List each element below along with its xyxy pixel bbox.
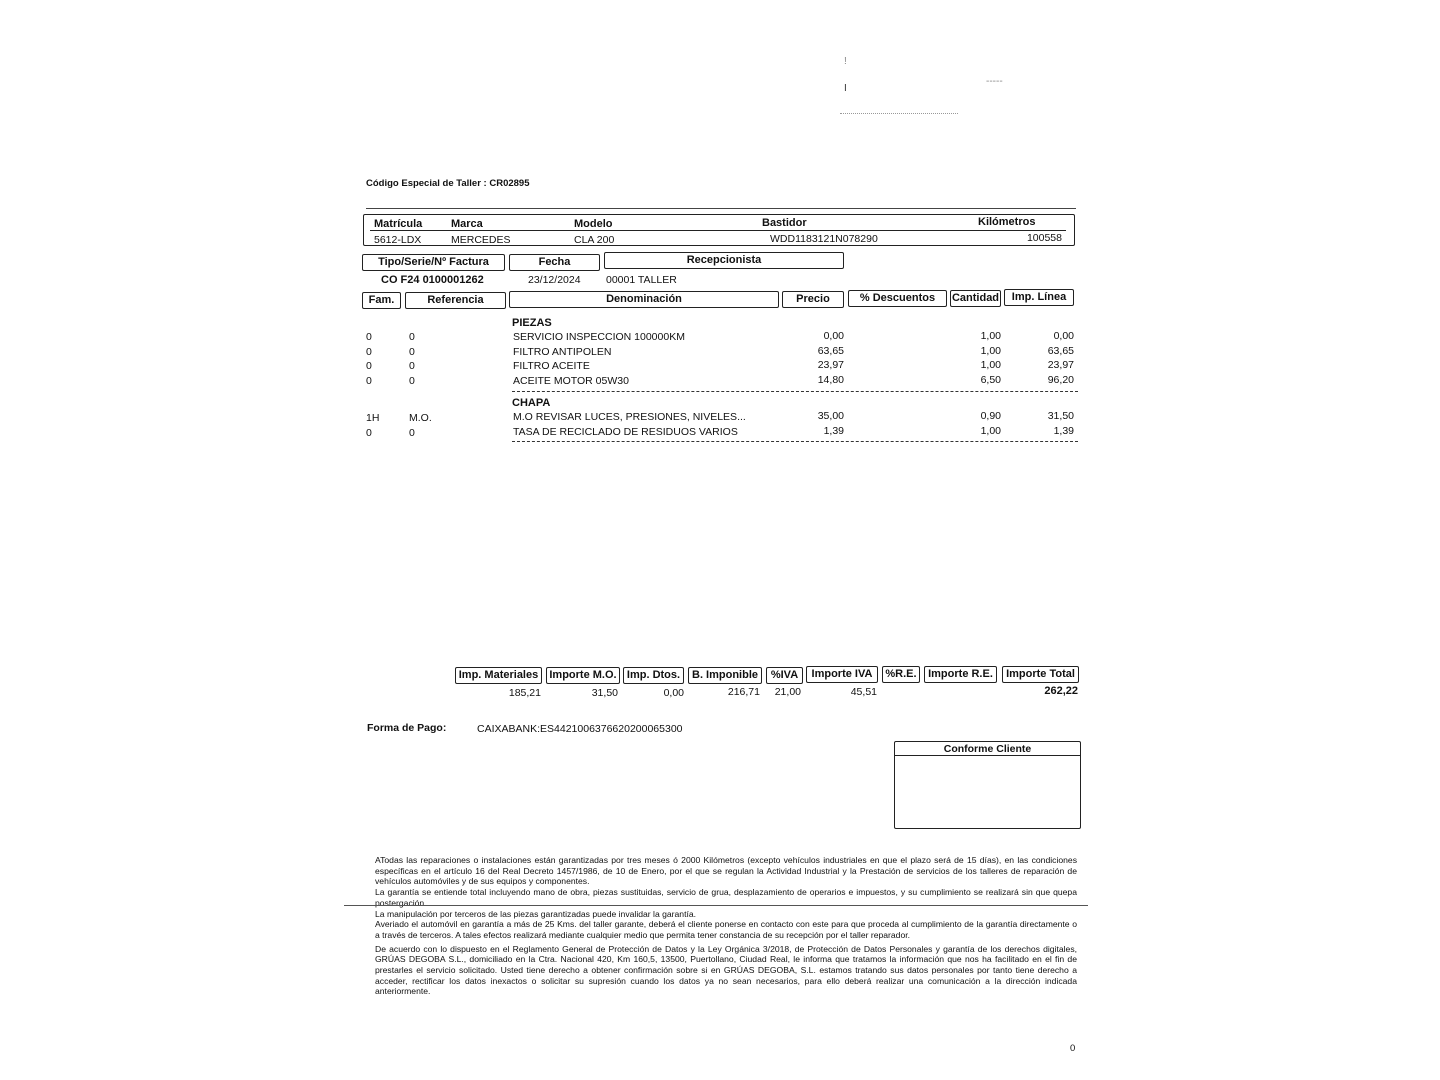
totals-discounts-value: 0,00 (663, 687, 684, 699)
totals-base-value: 216,71 (727, 686, 760, 698)
col-desc: Denominación (509, 291, 779, 308)
row-qty: 1,00 (980, 330, 1001, 342)
invoice-date: 23/12/2024 (528, 274, 581, 286)
row-total: 96,20 (1047, 374, 1074, 386)
row-desc: TASA DE RECICLADO DE RESIDUOS VARIOS (513, 426, 738, 438)
totals-materials-value: 185,21 (508, 687, 541, 699)
totals-vat-label: Importe IVA (806, 666, 878, 683)
plate-value: 5612-LDX (374, 234, 422, 246)
totals-labor-label: Importe M.O. (546, 667, 620, 684)
col-line-total: Imp. Línea (1004, 289, 1074, 306)
row-ref: 0 (409, 346, 415, 358)
model-label: Modelo (574, 218, 613, 230)
row-fam: 0 (366, 331, 372, 343)
scan-line (840, 113, 958, 114)
legal-paragraph: La manipulación por terceros de las piezas garantizadas puede invalidar la garantía. (375, 908, 697, 919)
col-discount: % Descuentos (848, 290, 947, 307)
col-fam: Fam. (362, 292, 401, 309)
workshop-code: Código Especial de Taller : CR02895 (366, 178, 530, 189)
row-fam: 1H (366, 412, 380, 424)
totals-vat-pct-value: 21,00 (774, 686, 801, 698)
row-price: 23,97 (817, 359, 844, 371)
row-qty: 6,50 (980, 374, 1001, 386)
invoice-type-label: Tipo/Serie/Nº Factura (362, 254, 505, 271)
row-price: 63,65 (817, 345, 844, 357)
brand-label: Marca (451, 218, 483, 230)
date-label: Fecha (509, 254, 600, 271)
legal-paragraph: Averiado el automóvil en garantía a más de 25 Kms. del taller garante, deberá el cliente ponerse en contacto con este para que proceda al cumplimiento de la garantía directamente o a través de terceros. A tales efectos realizará mediante cualquier medio que permita tener constancia de su recepción por el taller reparador. (375, 919, 1077, 940)
section-title: CHAPA (512, 397, 551, 409)
row-ref: 0 (409, 360, 415, 372)
chassis-label: Bastidor (762, 217, 807, 229)
client-approval-title: Conforme Cliente (943, 743, 1032, 755)
section-title: PIEZAS (512, 317, 552, 329)
totals-labor-value: 31,50 (591, 687, 618, 699)
header-rule (366, 208, 1076, 209)
scan-line (344, 905, 1088, 906)
chassis-value: WDD1183121N078290 (770, 233, 878, 245)
km-value: 100558 (1026, 232, 1062, 244)
row-total: 63,65 (1047, 345, 1074, 357)
row-desc: SERVICIO INSPECCION 100000KM (513, 331, 685, 343)
row-fam: 0 (366, 427, 372, 439)
row-price: 14,80 (817, 374, 844, 386)
legal-text (375, 855, 1077, 997)
km-label: Kilómetros (978, 216, 1036, 228)
scan-mark: I (844, 83, 847, 94)
row-fam: 0 (366, 346, 372, 358)
row-price: 0,00 (823, 330, 844, 342)
col-qty: Cantidad (950, 290, 1001, 307)
scan-mark: ! (844, 56, 847, 67)
scan-mark: ----- (986, 76, 1003, 87)
legal-paragraph: De acuerdo con lo dispuesto en el Reglamento General de Protección de Datos y la Ley Orgánica 3/2018, de Protección de Datos Personales y garantía de los derechos digitales, GRÚAS DEGOBA S.L., domiciliado en la Ctra. Nacional 420, Km 160,5, 13500, Puertollano, Ciudad Real, le informa que tratamos la información que nos ha facilitado en el fin de prestarles el servicio solicitado. Usted tiene derecho a obtener confirmación sobre si en GRÚAS DEGOBA, S.L. estamos tratando sus datos personales por tanto tiene derecho a acceder, rectificar los datos inexactos o solicitar su supresión cuando los datos ya no sean necesarios, para ello deberá realizar una comunicación a la dirección indicada anteriormente. (375, 943, 1077, 997)
row-price: 1,39 (823, 425, 844, 437)
totals-total-label: Importe Total (1002, 666, 1079, 683)
totals-re-pct-label: %R.E. (882, 666, 920, 683)
legal-paragraph: ATodas las reparaciones o instalaciones están garantizadas por tres meses ó 2000 Kilómetros (excepto vehículos industriales en que el plazo será de 15 días), en las condiciones específicas en el artículo 16 del Real Decreto 1457/1986, de 10 de Enero, por el que se regulan la Actividad Industrial y la Prestación de servicios de los talleres de reparación de vehículos automóviles y de sus equipos y componentes. (375, 855, 1077, 887)
row-qty: 1,00 (980, 359, 1001, 371)
row-total: 31,50 (1047, 410, 1074, 422)
section-divider (512, 441, 1078, 442)
row-ref: 0 (409, 375, 415, 387)
invoice-number: CO F24 0100001262 (381, 274, 484, 286)
totals-total-value: 262,22 (1044, 685, 1078, 697)
plate-label: Matrícula (374, 218, 423, 230)
row-qty: 1,00 (980, 425, 1001, 437)
totals-re-label: Importe R.E. (924, 666, 997, 683)
totals-vat-pct-label: %IVA (766, 667, 803, 684)
payment-label: Forma de Pago: (367, 722, 447, 734)
row-qty: 1,00 (980, 345, 1001, 357)
row-total: 23,97 (1047, 359, 1074, 371)
brand-value: MERCEDES (451, 234, 511, 246)
row-qty: 0,90 (980, 410, 1001, 422)
payment-value: CAIXABANK:ES4421006376620200065300 (477, 723, 683, 735)
totals-base-label: B. Imponible (688, 667, 762, 684)
col-price: Precio (782, 291, 844, 308)
row-fam: 0 (366, 375, 372, 387)
row-desc: FILTRO ACEITE (513, 360, 590, 372)
row-ref: M.O. (409, 412, 432, 424)
row-desc: ACEITE MOTOR 05W30 (513, 375, 629, 387)
row-ref: 0 (409, 427, 415, 439)
section-divider (512, 391, 1078, 392)
legal-paragraph: La garantía se entiende total incluyendo mano de obra, piezas sustituidas, servicio de grua, desplazamiento de operarios e impuestos, y su cumplimiento se realizará sin que quepa postergación. (375, 887, 1077, 908)
row-total: 1,39 (1053, 425, 1074, 437)
col-ref: Referencia (405, 292, 506, 309)
receptionist-label: Recepcionista (604, 252, 844, 269)
totals-vat-value: 45,51 (850, 686, 877, 698)
row-desc: FILTRO ANTIPOLEN (513, 346, 612, 358)
row-price: 35,00 (817, 410, 844, 422)
row-total: 0,00 (1053, 330, 1074, 342)
vehicle-underline (370, 230, 1066, 231)
totals-materials-label: Imp. Materiales (455, 667, 542, 684)
receptionist-value: 00001 TALLER (606, 274, 677, 286)
row-fam: 0 (366, 360, 372, 372)
page-number: 0 (1070, 1043, 1076, 1054)
row-ref: 0 (409, 331, 415, 343)
totals-discounts-label: Imp. Dtos. (623, 667, 684, 684)
model-value: CLA 200 (574, 234, 615, 246)
row-desc: M.O REVISAR LUCES, PRESIONES, NIVELES... (513, 411, 746, 423)
